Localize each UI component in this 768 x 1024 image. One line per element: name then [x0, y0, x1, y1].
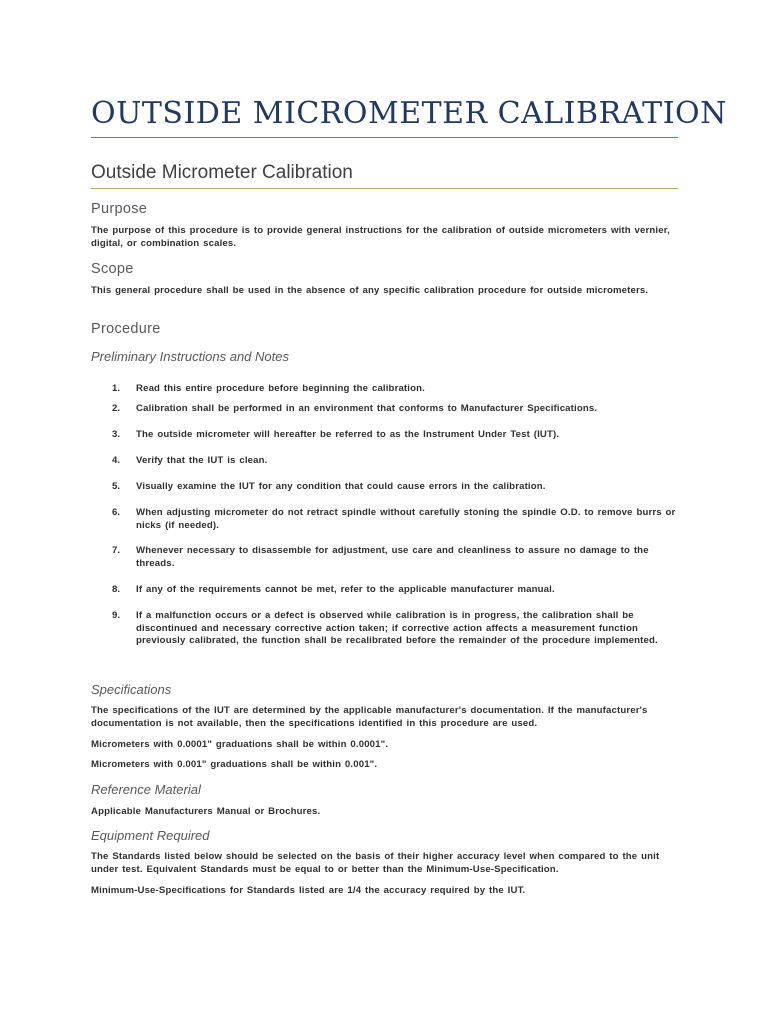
procedure-heading: Procedure [91, 321, 161, 337]
step-text: The outside micrometer will hereafter be referred to as the Instrument Under Test (IUT). [136, 429, 560, 440]
specifications-line-0001: Micrometers with 0.0001" graduations shall be within 0.0001". [91, 739, 389, 750]
equipment-required-mus-line: Minimum-Use-Specifications for Standards listed are 1/4 the accuracy required by the IUT. [91, 885, 526, 896]
step-number: 1. [112, 383, 121, 394]
step-number: 5. [112, 481, 121, 492]
specifications-line-001: Micrometers with 0.001" graduations shall be within 0.001". [91, 759, 378, 770]
preliminary-instructions-heading: Preliminary Instructions and Notes [91, 349, 289, 364]
step-number: 9. [112, 610, 121, 621]
step-text: Visually examine the IUT for any condition that could cause errors in the calibration. [136, 481, 546, 492]
step-number: 7. [112, 545, 121, 556]
scope-text: This general procedure shall be used in the absence of any specific calibration procedure for outside micrometers. [91, 285, 649, 296]
step-text: Whenever necessary to disassemble for adjustment, use care and cleanliness to assure no damage to the threads. [136, 545, 649, 569]
step-text: Read this entire procedure before beginning the calibration. [136, 383, 425, 394]
specifications-heading: Specifications [91, 682, 172, 697]
step-text: Calibration shall be performed in an environment that conforms to Manufacturer Specifications. [136, 403, 598, 414]
step-number: 6. [112, 507, 121, 518]
document-subtitle: Outside Micrometer Calibration [91, 162, 353, 183]
step-number: 8. [112, 584, 121, 595]
step-number: 2. [112, 403, 121, 414]
step-text: Verify that the IUT is clean. [136, 455, 268, 466]
step-number: 4. [112, 455, 121, 466]
specifications-text: The specifications of the IUT are determined by the applicable manufacturer's documentation. If the manufacturer's documentation is not available, then the specifications identified in this procedure are used. [91, 705, 648, 729]
step-text: If a malfunction occurs or a defect is observed while calibration is in progress, the calibration shall be discontinued and necessary corrective action taken; if corrective action affects a measurement function previously calibrated, the function shall be recalibrated before the remainder of the procedure implemented. [136, 610, 658, 646]
title-underline [91, 137, 678, 138]
reference-material-heading: Reference Material [91, 782, 201, 797]
step-text: If any of the requirements cannot be met, refer to the applicable manufacturer manual. [136, 584, 555, 595]
step-text: When adjusting micrometer do not retract spindle without carefully stoning the spindle O.D. to remove burrs or nicks (if needed). [136, 507, 676, 531]
subtitle-underline [91, 188, 678, 189]
document-title: OUTSIDE MICROMETER CALIBRATION [91, 96, 727, 131]
equipment-required-text: The Standards listed below should be selected on the basis of their higher accuracy level when compared to the unit under test. Equivalent Standards must be equal to or better than the Minimum-Use-Specification. [91, 851, 660, 875]
scope-heading: Scope [91, 261, 134, 277]
purpose-text: The purpose of this procedure is to provide general instructions for the calibration of outside micrometers with vernier, digital, or combination scales. [91, 225, 670, 249]
reference-material-text: Applicable Manufacturers Manual or Brochures. [91, 806, 321, 817]
purpose-heading: Purpose [91, 201, 148, 217]
equipment-required-heading: Equipment Required [91, 828, 210, 843]
step-number: 3. [112, 429, 121, 440]
